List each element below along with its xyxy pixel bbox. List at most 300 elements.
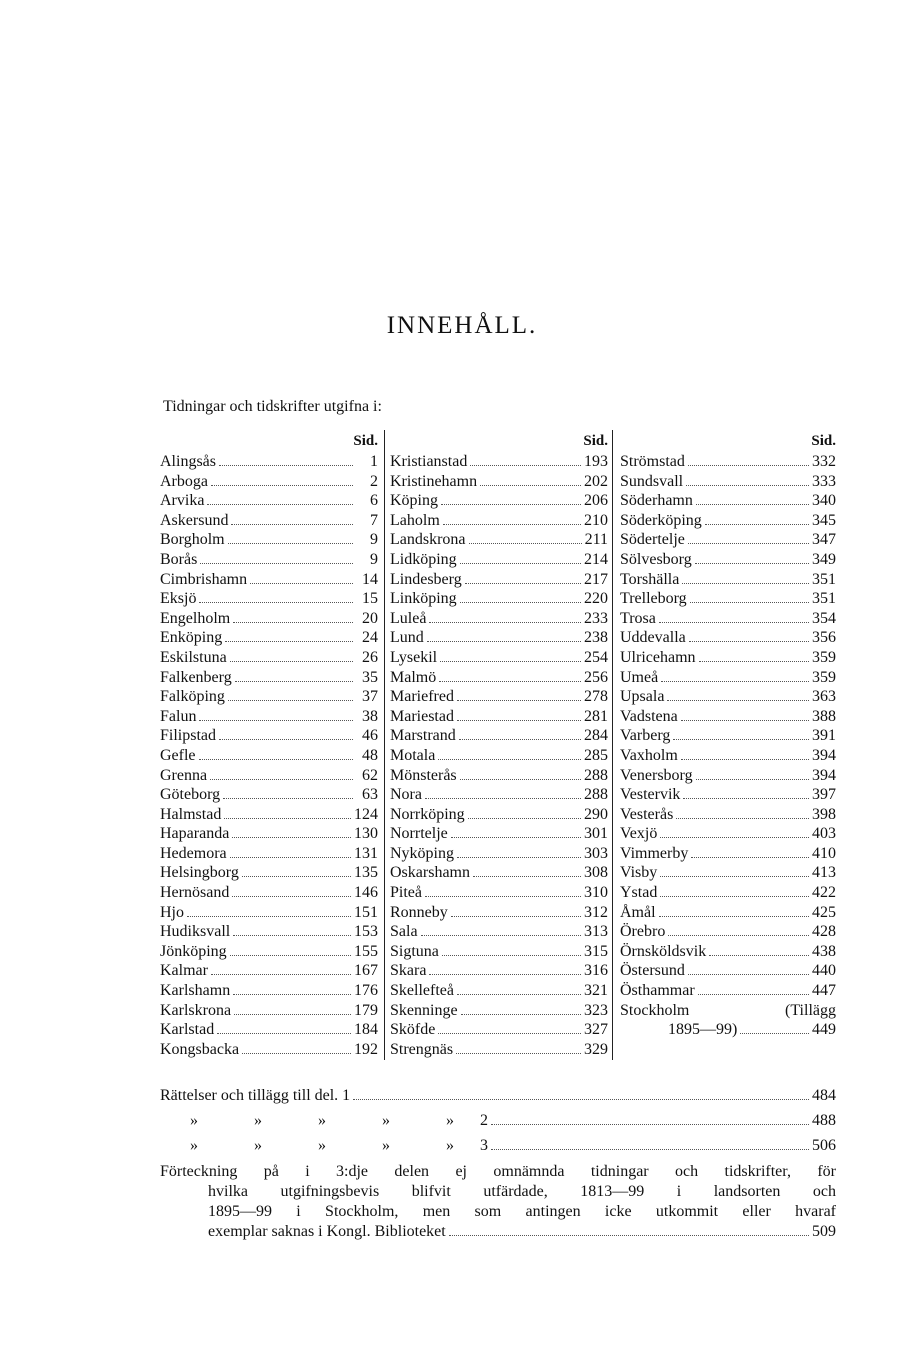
entry-page: 9 xyxy=(370,531,378,549)
leader-dots xyxy=(660,863,809,877)
entry-page: 256 xyxy=(584,668,608,686)
entry-page: 6 xyxy=(370,492,378,510)
forteckning-line-4-text: exemplar saknas i Kongl. Biblioteket xyxy=(208,1223,446,1240)
entry-page: 449 xyxy=(812,1021,836,1039)
index-entry xyxy=(620,687,836,707)
forteckning-page: 509 xyxy=(812,1223,836,1240)
leader-dots xyxy=(698,981,809,995)
leader-dots xyxy=(491,1111,809,1125)
leader-dots xyxy=(429,609,581,623)
leader-dots xyxy=(230,844,351,858)
leader-dots xyxy=(200,550,353,564)
corrections-label: Rättelser och tillägg till del. 1 xyxy=(160,1087,351,1104)
entry-page: 38 xyxy=(362,707,378,725)
leader-dots xyxy=(740,1020,809,1034)
entry-page: 1 xyxy=(370,453,378,470)
entry-page: 447 xyxy=(812,982,836,1000)
index-entry xyxy=(160,746,378,766)
entry-page: 410 xyxy=(812,844,836,862)
entry-page: 285 xyxy=(584,746,608,764)
index-entry xyxy=(620,922,836,942)
entry-page: 176 xyxy=(354,982,378,1000)
index-entry xyxy=(390,981,608,1001)
leader-dots xyxy=(232,883,351,897)
index-column-3 xyxy=(620,430,836,1060)
entry-page: 394 xyxy=(812,746,836,764)
leader-dots xyxy=(686,472,809,486)
entry-page: 37 xyxy=(362,688,378,706)
entry-page: 333 xyxy=(812,472,836,490)
entry-name: Mariestad xyxy=(390,707,454,725)
leader-dots xyxy=(441,491,581,505)
entry-page: 193 xyxy=(584,453,608,470)
corrections-part-number: 2 xyxy=(480,1112,488,1129)
index-entry xyxy=(620,981,836,1001)
entry-name: Lund xyxy=(390,629,424,647)
index-entry xyxy=(390,589,608,609)
entry-page: 394 xyxy=(812,766,836,784)
leader-dots xyxy=(207,491,353,505)
index-entry xyxy=(390,746,608,766)
entry-name: Arvika xyxy=(160,492,205,510)
leader-dots xyxy=(457,687,581,701)
entry-name: Skenninge xyxy=(390,1001,458,1019)
forteckning-entry xyxy=(160,1162,836,1242)
index-entry xyxy=(620,609,836,629)
index-entry xyxy=(620,785,836,805)
leader-dots xyxy=(219,726,353,740)
index-entry xyxy=(160,589,378,609)
entry-name: Nora xyxy=(390,786,422,804)
entry-page: 238 xyxy=(584,629,608,647)
entry-page: 349 xyxy=(812,550,836,568)
leader-dots xyxy=(438,746,581,760)
entry-name: Uddevalla xyxy=(620,629,686,647)
entry-name: Askersund xyxy=(160,511,229,529)
entry-name: Trelleborg xyxy=(620,590,687,608)
index-entry xyxy=(160,1001,378,1021)
leader-dots xyxy=(211,472,353,486)
index-entry xyxy=(160,491,378,511)
index-entry xyxy=(390,844,608,864)
entry-page: 192 xyxy=(354,1040,378,1058)
entry-name: Upsala xyxy=(620,688,665,706)
entry-name: Sölvesborg xyxy=(620,550,692,568)
index-entry xyxy=(160,922,378,942)
index-entry xyxy=(620,511,836,531)
index-entry xyxy=(620,805,836,825)
entry-page: 281 xyxy=(584,707,608,725)
leader-dots xyxy=(688,530,809,544)
index-entry xyxy=(620,628,836,648)
index-entry xyxy=(620,570,836,590)
leader-dots xyxy=(228,687,353,701)
entry-page: 278 xyxy=(584,688,608,706)
leader-dots xyxy=(451,824,581,838)
index-entry xyxy=(160,824,378,844)
entry-name: Umeå xyxy=(620,668,659,686)
entry-page: 130 xyxy=(354,825,378,843)
entry-name: Stockholm xyxy=(620,1001,690,1019)
index-entry xyxy=(390,1020,608,1040)
entry-name: Falkenberg xyxy=(160,668,232,686)
leader-dots xyxy=(421,922,581,936)
leader-dots xyxy=(233,981,351,995)
entry-page: 146 xyxy=(354,884,378,902)
leader-dots xyxy=(187,903,351,917)
index-entry xyxy=(160,942,378,962)
leader-dots xyxy=(429,961,581,975)
index-entry xyxy=(390,903,608,923)
entry-name: Mariefred xyxy=(390,688,454,706)
index-entry xyxy=(390,452,608,472)
entry-name: Ronneby xyxy=(390,903,448,921)
leader-dots xyxy=(234,1001,351,1015)
index-entry xyxy=(160,1020,378,1040)
leader-dots xyxy=(491,1136,809,1150)
leader-dots xyxy=(473,863,581,877)
entry-name: Hernösand xyxy=(160,884,230,902)
entry-page: 7 xyxy=(370,511,378,529)
column-header: Sid. xyxy=(353,433,378,449)
entry-name: Lidköping xyxy=(390,550,457,568)
leader-dots xyxy=(217,1020,351,1034)
entry-name: Filipstad xyxy=(160,727,217,745)
entry-page: 332 xyxy=(812,453,836,470)
entry-name: Lysekil xyxy=(390,648,438,666)
leader-dots xyxy=(425,883,581,897)
entry-page: 363 xyxy=(812,688,836,706)
leader-dots xyxy=(699,648,809,662)
entry-page: 397 xyxy=(812,786,836,804)
corrections-page: 484 xyxy=(812,1087,836,1104)
leader-dots xyxy=(242,863,351,877)
leader-dots xyxy=(457,707,581,721)
entry-name: Mönsterås xyxy=(390,766,457,784)
leader-dots xyxy=(468,805,581,819)
entry-name: Hudiksvall xyxy=(160,923,231,941)
index-entry xyxy=(620,824,836,844)
entry-page: 340 xyxy=(812,492,836,510)
leader-dots xyxy=(456,1040,581,1054)
entry-page: 313 xyxy=(584,923,608,941)
leader-dots xyxy=(199,589,353,603)
leader-dots xyxy=(228,530,353,544)
index-entry xyxy=(390,628,608,648)
entry-page: 290 xyxy=(584,805,608,823)
index-entry xyxy=(390,824,608,844)
entry-page: 15 xyxy=(362,590,378,608)
entry-page: 179 xyxy=(354,1001,378,1019)
index-entry xyxy=(620,863,836,883)
index-entry xyxy=(160,570,378,590)
entry-page: 211 xyxy=(584,531,608,549)
entry-name: Nyköping xyxy=(390,844,454,862)
index-entry xyxy=(390,942,608,962)
leader-dots xyxy=(695,550,809,564)
leader-dots xyxy=(224,805,351,819)
entry-name: Visby xyxy=(620,864,658,882)
entry-name: Skara xyxy=(390,962,427,980)
entry-page: 438 xyxy=(812,942,836,960)
entry-page: 184 xyxy=(354,1021,378,1039)
entry-page: 210 xyxy=(584,511,608,529)
forteckning-line-2: hvilka utgifningsbevis blifvit utfärdade, 1813—99 i landsorten och xyxy=(208,1183,836,1200)
entry-years: 1895—99) xyxy=(668,1021,738,1039)
entry-name: Malmö xyxy=(390,668,437,686)
leader-dots xyxy=(696,766,809,780)
entry-name: Norrtelje xyxy=(390,825,448,843)
leader-dots xyxy=(199,746,353,760)
entry-name: Karlshamn xyxy=(160,982,231,1000)
entry-name: Alingsås xyxy=(160,453,216,470)
entry-name: Eskilstuna xyxy=(160,648,227,666)
entry-name: Kongsbacka xyxy=(160,1040,240,1058)
ditto-marks: » » » » » xyxy=(190,1112,480,1129)
entry-name: Östhammar xyxy=(620,982,695,1000)
entry-name: Ystad xyxy=(620,884,658,902)
corrections-page: 488 xyxy=(812,1112,836,1129)
index-entry xyxy=(160,609,378,629)
index-entry xyxy=(390,491,608,511)
index-entry xyxy=(160,863,378,883)
entry-name: Vestervik xyxy=(620,786,681,804)
leader-dots xyxy=(427,628,581,642)
index-entry xyxy=(620,883,836,903)
leader-dots xyxy=(690,589,809,603)
entry-name: Östersund xyxy=(620,962,685,980)
leader-dots xyxy=(233,922,351,936)
leader-dots xyxy=(210,766,353,780)
entry-name: Laholm xyxy=(390,511,440,529)
index-entry xyxy=(160,668,378,688)
index-entry xyxy=(390,648,608,668)
entry-page: 327 xyxy=(584,1021,608,1039)
entry-page: 388 xyxy=(812,707,836,725)
index-entry xyxy=(390,668,608,688)
leader-dots xyxy=(460,589,581,603)
index-entry xyxy=(160,785,378,805)
entry-page: 155 xyxy=(354,942,378,960)
entry-name: Linköping xyxy=(390,590,457,608)
entry-name: Helsingborg xyxy=(160,864,239,882)
leader-dots xyxy=(232,824,351,838)
leader-dots xyxy=(233,609,353,623)
entry-name: Marstrand xyxy=(390,727,456,745)
section-subtitle: Tidningar och tidskrifter utgifna i: xyxy=(163,398,382,415)
leader-dots xyxy=(457,844,581,858)
index-entry xyxy=(390,609,608,629)
leader-dots xyxy=(696,491,809,505)
leader-dots xyxy=(230,648,353,662)
index-entry xyxy=(160,550,378,570)
index-entry-stockholm xyxy=(620,1001,836,1040)
leader-dots xyxy=(668,922,809,936)
entry-page: 217 xyxy=(584,570,608,588)
entry-page: 303 xyxy=(584,844,608,862)
entry-name: Sköfde xyxy=(390,1021,436,1039)
index-entry xyxy=(620,452,836,472)
corrections-line-3 xyxy=(160,1136,836,1155)
page-title: INNEHÅLL. xyxy=(386,312,538,339)
entry-page: 413 xyxy=(812,864,836,882)
index-entry xyxy=(620,472,836,492)
leader-dots xyxy=(688,961,809,975)
leader-dots xyxy=(673,726,809,740)
leader-dots xyxy=(470,452,581,466)
ditto-marks: » » » » » xyxy=(190,1137,480,1154)
index-entry xyxy=(160,530,378,550)
entry-page: 308 xyxy=(584,864,608,882)
corrections-line-2 xyxy=(160,1111,836,1130)
index-entry xyxy=(390,766,608,786)
forteckning-line-4 xyxy=(160,1222,836,1242)
entry-page: 310 xyxy=(584,884,608,902)
leader-dots xyxy=(460,550,581,564)
index-entry xyxy=(160,511,378,531)
entry-page: 347 xyxy=(812,531,836,549)
entry-name: Vaxholm xyxy=(620,746,678,764)
entry-page: 359 xyxy=(812,668,836,686)
entry-page: 356 xyxy=(812,629,836,647)
index-entry xyxy=(390,570,608,590)
entry-name: Örebro xyxy=(620,923,666,941)
entry-name: Trosa xyxy=(620,609,656,627)
leader-dots xyxy=(689,628,809,642)
leader-dots xyxy=(442,942,581,956)
index-entry xyxy=(160,844,378,864)
entry-page: 425 xyxy=(812,903,836,921)
entry-name: Åmål xyxy=(620,903,656,921)
index-entry xyxy=(620,550,836,570)
entry-name: Halmstad xyxy=(160,805,222,823)
index-entry xyxy=(160,648,378,668)
leader-dots xyxy=(223,785,353,799)
leader-dots xyxy=(231,511,353,525)
index-entry xyxy=(620,766,836,786)
corrections-part-number: 3 xyxy=(480,1137,488,1154)
index-column-1 xyxy=(160,430,378,1060)
entry-page: 214 xyxy=(584,550,608,568)
column-header: Sid. xyxy=(583,433,608,449)
entry-name: Varberg xyxy=(620,727,671,745)
index-entry xyxy=(620,707,836,727)
index-entry xyxy=(160,726,378,746)
index-entry xyxy=(620,668,836,688)
entry-name: Skellefteå xyxy=(390,982,454,1000)
entry-name: Sundsvall xyxy=(620,472,684,490)
entry-name: Luleå xyxy=(390,609,427,627)
leader-dots xyxy=(688,452,809,466)
entry-name: Kristinehamn xyxy=(390,472,478,490)
entry-page: 26 xyxy=(362,648,378,666)
leader-dots xyxy=(219,452,353,466)
leader-dots xyxy=(449,1222,809,1236)
index-entry xyxy=(390,550,608,570)
corrections-line-1 xyxy=(160,1086,836,1105)
entry-page: 24 xyxy=(362,629,378,647)
entry-name: Vesterås xyxy=(620,805,674,823)
index-entry xyxy=(620,648,836,668)
entry-name: Falun xyxy=(160,707,197,725)
index-entry xyxy=(620,726,836,746)
entry-page: 354 xyxy=(812,609,836,627)
entry-name: Sala xyxy=(390,923,418,941)
entry-name: Oskarshamn xyxy=(390,864,470,882)
leader-dots xyxy=(425,785,581,799)
index-column-2 xyxy=(390,430,608,1060)
leader-dots xyxy=(709,942,809,956)
entry-page: 403 xyxy=(812,825,836,843)
entry-page: 46 xyxy=(362,727,378,745)
entry-page: 398 xyxy=(812,805,836,823)
index-entry xyxy=(390,472,608,492)
entry-name: Enköping xyxy=(160,629,223,647)
entry-page: 288 xyxy=(584,786,608,804)
index-entry xyxy=(620,530,836,550)
index-entry xyxy=(620,961,836,981)
entry-page: 48 xyxy=(362,746,378,764)
entry-page: 35 xyxy=(362,668,378,686)
leader-dots xyxy=(659,609,809,623)
leader-dots xyxy=(682,570,809,584)
index-entry xyxy=(390,511,608,531)
leader-dots xyxy=(469,530,582,544)
leader-dots xyxy=(465,570,581,584)
entry-page: 284 xyxy=(584,727,608,745)
index-entry xyxy=(390,687,608,707)
entry-page: 153 xyxy=(354,923,378,941)
index-entry xyxy=(160,472,378,492)
leader-dots xyxy=(681,746,809,760)
entry-page: 20 xyxy=(362,609,378,627)
index-entry xyxy=(390,530,608,550)
entry-name: Borås xyxy=(160,550,198,568)
entry-name: Motala xyxy=(390,746,436,764)
index-entry xyxy=(160,981,378,1001)
leader-dots xyxy=(667,687,809,701)
index-entry xyxy=(160,452,378,472)
entry-name: Norrköping xyxy=(390,805,465,823)
entry-page: 351 xyxy=(812,590,836,608)
leader-dots xyxy=(705,511,809,525)
leader-dots xyxy=(461,1001,581,1015)
leader-dots xyxy=(480,472,581,486)
entry-name: Karlskrona xyxy=(160,1001,232,1019)
leader-dots xyxy=(440,648,581,662)
index-entry xyxy=(390,863,608,883)
entry-page: 312 xyxy=(584,903,608,921)
entry-page: 428 xyxy=(812,923,836,941)
entry-page: 202 xyxy=(584,472,608,490)
index-entry xyxy=(160,766,378,786)
leader-dots xyxy=(211,961,351,975)
entry-page: 316 xyxy=(584,962,608,980)
index-entry xyxy=(620,942,836,962)
entry-name: Örnsköldsvik xyxy=(620,942,707,960)
entry-page: 440 xyxy=(812,962,836,980)
index-entry xyxy=(390,1040,608,1060)
entry-page: 329 xyxy=(584,1040,608,1058)
leader-dots xyxy=(250,570,353,584)
forteckning-line-3: 1895—99 i Stockholm, men som antingen icke utkommit eller hvaraf xyxy=(208,1203,836,1220)
index-columns xyxy=(160,430,836,1060)
index-entry xyxy=(160,903,378,923)
leader-dots xyxy=(660,883,809,897)
column-divider xyxy=(612,430,613,1060)
leader-dots xyxy=(457,981,581,995)
index-entry xyxy=(160,628,378,648)
